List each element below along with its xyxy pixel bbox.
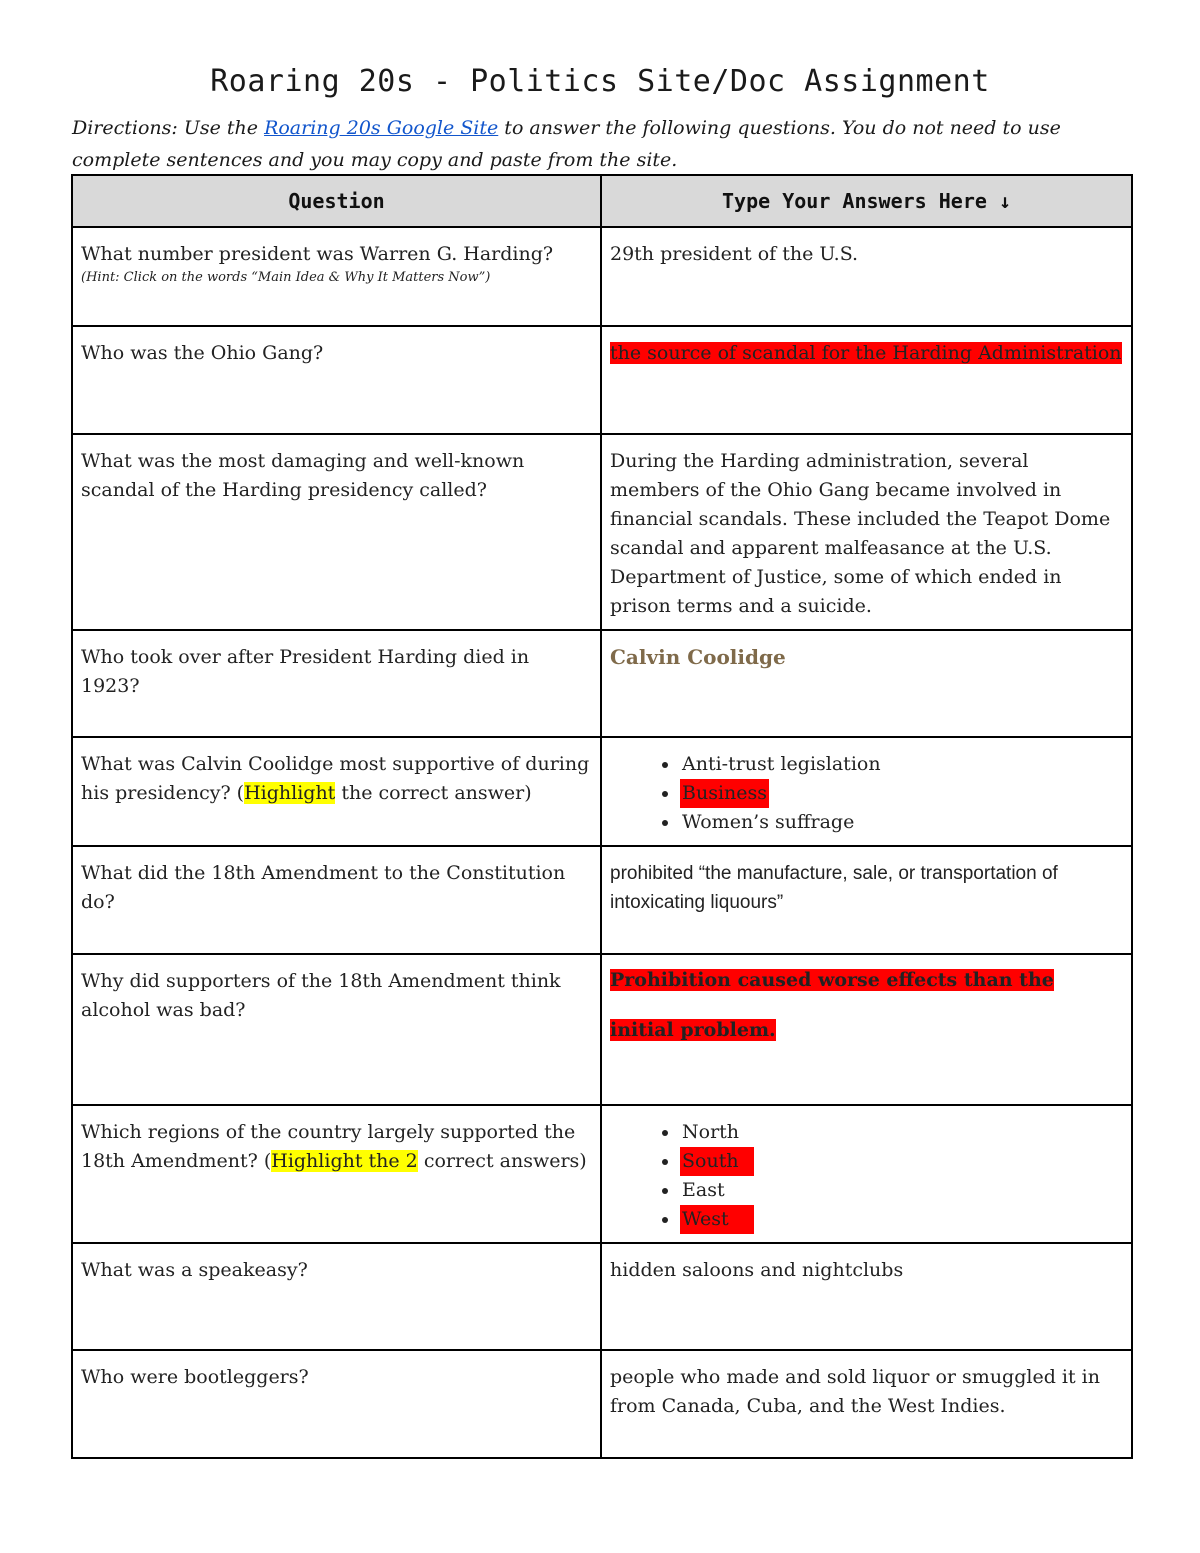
question-cell [72,630,601,737]
answer-text: hidden saloons and nightclubs [610,1259,904,1281]
question-cell [72,1243,601,1350]
table-row [72,846,1132,954]
question-cell [72,227,601,326]
table-row [72,434,1132,630]
header-question: Question [72,175,601,227]
header-answers: Type Your Answers Here ↓ [601,175,1132,227]
question-cell [72,846,601,954]
table-row [72,227,1132,326]
question-text-start: What was Calvin Coolidge most supportive of during his presidency? ( [81,753,590,804]
answer-cell[interactable] [601,227,1132,326]
table-row [72,326,1132,434]
directions-prefix: Directions: Use the [72,117,265,139]
answer-text: prohibited “the manufacture, sale, or transportation of intoxicating liquours” [610,863,1058,913]
question-text: What number president was Warren G. Harding? [81,243,554,265]
answer-cell[interactable] [601,1105,1132,1243]
question-cell [72,737,601,846]
answer-cell[interactable] [601,630,1132,737]
answer-cell[interactable] [601,1350,1132,1458]
answer-option[interactable]: • Anti-trust legislation [680,750,1123,779]
question-text-end: correct answers) [417,1150,587,1172]
question-cell [72,1105,601,1243]
table-row [72,1105,1132,1243]
table-row [72,1243,1132,1350]
table-row [72,954,1132,1105]
question-text: Who were bootleggers? [81,1366,309,1388]
answer-cell[interactable] [601,1243,1132,1350]
answer-cell[interactable] [601,737,1132,846]
question-text: What was a speakeasy? [81,1259,308,1281]
table-header-row [72,175,1132,227]
answer-option-highlighted[interactable]: • Business [680,779,769,808]
answer-text: people who made and sold liquor or smuggled it in from Canada, Cuba, and the West Indies. [610,1366,1100,1417]
answer-text: the source of scandal for the Harding Administration [610,342,1122,364]
table-row [72,737,1132,846]
directions-suffix: to answer the following questions. You do not need to use complete sentences and you may copy and paste from the site. [72,117,1061,171]
answer-option-highlighted[interactable]: • South [680,1147,754,1176]
google-site-link[interactable]: Roaring 20s Google Site [264,117,499,139]
answer-text: Calvin Coolidge [610,645,786,669]
table-row [72,630,1132,737]
directions [72,112,1132,176]
answer-text: 29th president of the U.S. [610,243,859,265]
question-text: What was the most damaging and well-known scandal of the Harding presidency called? [81,450,525,501]
question-cell [72,954,601,1105]
answer-cell[interactable] [601,326,1132,434]
answer-option[interactable]: • Women’s suffrage [680,808,1123,837]
question-text: Who took over after President Harding died in 1923? [81,646,530,697]
question-cell [72,434,601,630]
question-text: What did the 18th Amendment to the Constitution do? [81,862,566,913]
answer-text: During the Harding administration, several members of the Ohio Gang became involved in financial scandals. These included the Teapot Dome scandal and apparent malfeasance at the U.S. Department of Justice, some of which ended in prison terms and a suicide. [610,450,1111,617]
question-hint: (Hint: Click on the words “Main Idea & Why It Matters Now”) [81,270,491,285]
question-text-end: the correct answer) [335,782,532,804]
answer-option-highlighted[interactable]: • West [680,1205,754,1234]
question-text: Why did supporters of the 18th Amendment think alcohol was bad? [81,970,561,1021]
answer-option[interactable]: • North [680,1118,1123,1147]
question-highlight: Highlight [244,782,336,804]
question-cell [72,326,601,434]
answer-cell[interactable] [601,846,1132,954]
answer-options-list [610,750,1123,837]
answer-option[interactable]: • East [680,1176,1123,1205]
question-cell [72,1350,601,1458]
answer-text: Prohibition caused worse effects than the initial problem. [610,969,1054,1041]
table-row [72,1350,1132,1458]
answer-cell[interactable] [601,434,1132,630]
question-text-start: Which regions of the country largely supported the 18th Amendment? ( [81,1121,576,1172]
answer-options-list [610,1118,1123,1234]
question-highlight: Highlight the 2 [271,1150,418,1172]
question-text: Who was the Ohio Gang? [81,342,324,364]
answer-cell[interactable] [601,954,1132,1105]
assignment-table [71,174,1133,1459]
document-title: Roaring 20s - Politics Site/Doc Assignment [210,64,990,99]
